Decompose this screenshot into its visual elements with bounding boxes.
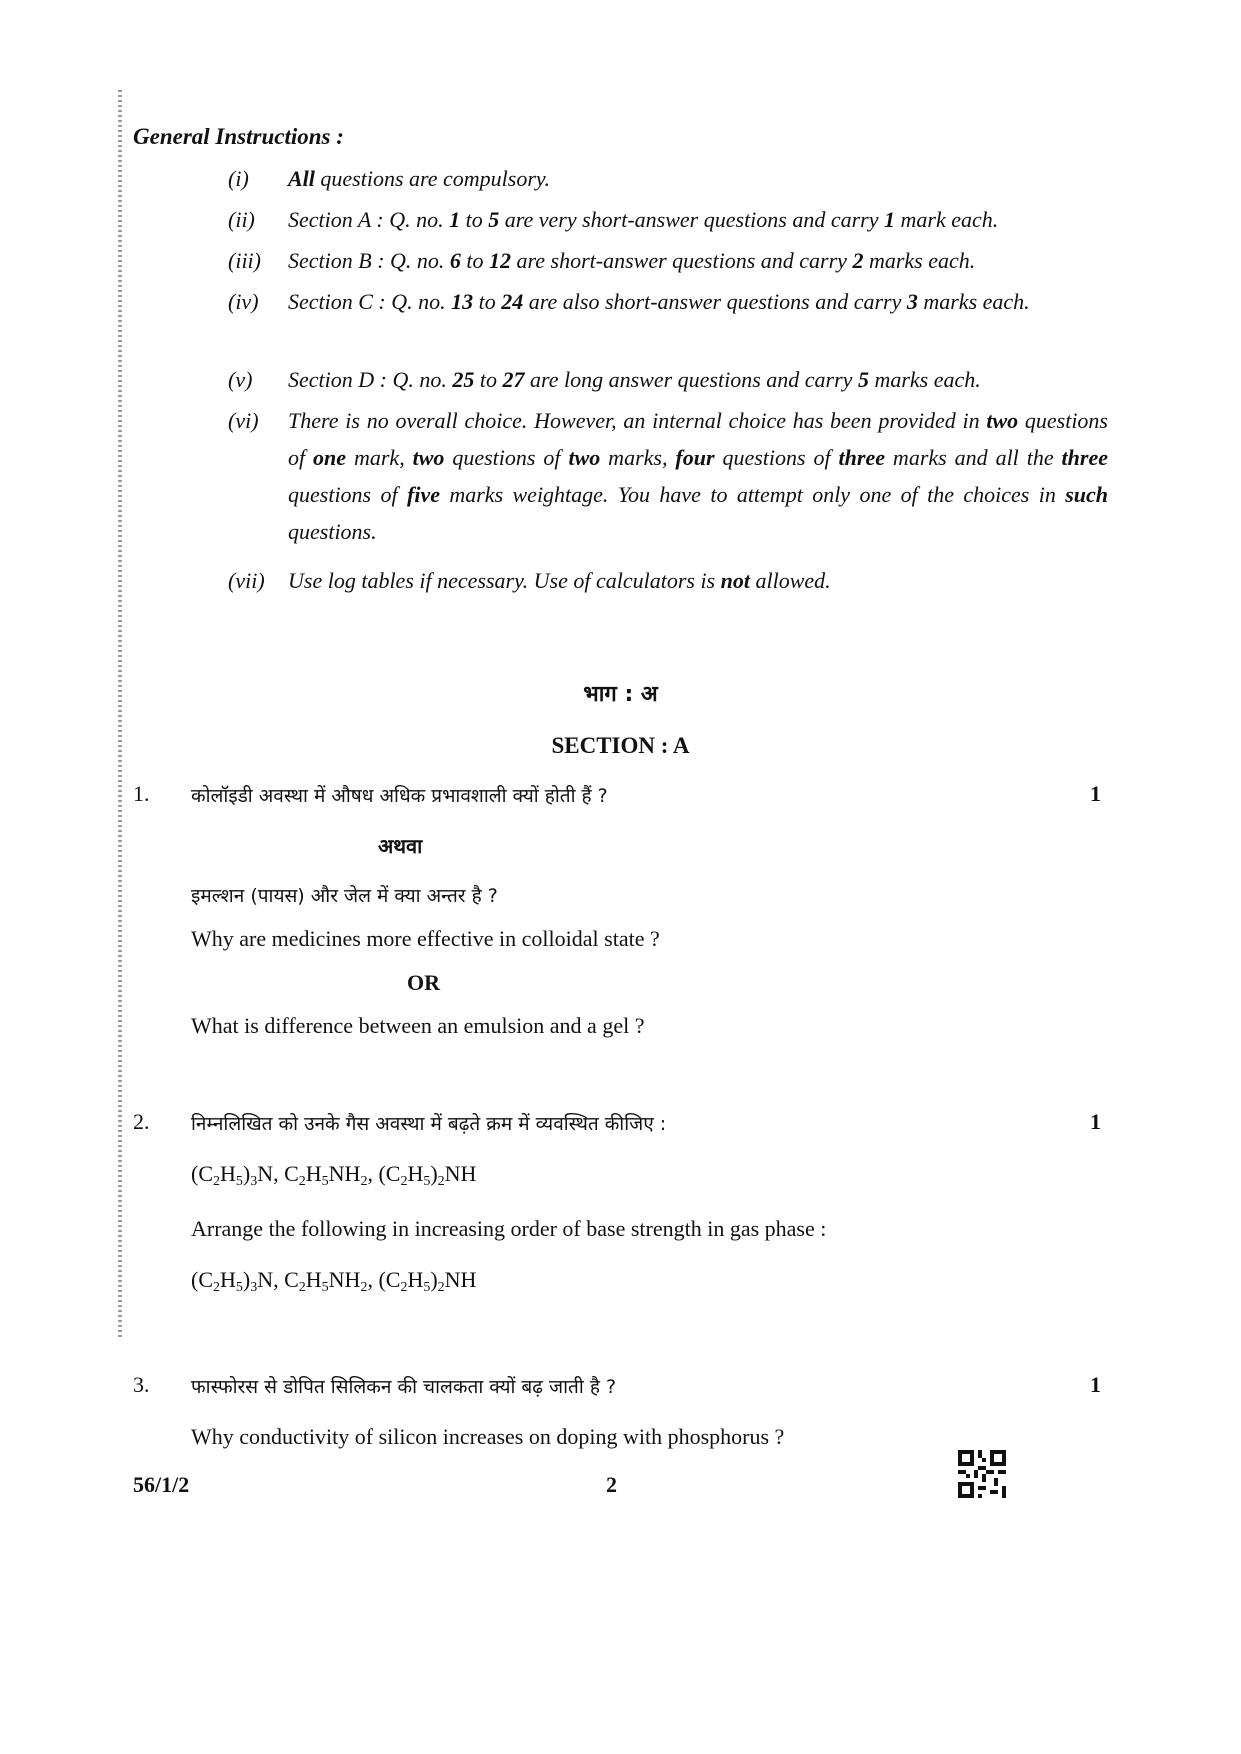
qr-code-icon bbox=[958, 1450, 1006, 1498]
instruction-number: (i) bbox=[228, 166, 249, 191]
or-label: OR bbox=[407, 970, 440, 995]
instruction-item bbox=[228, 160, 1108, 197]
instruction-number: (vi) bbox=[228, 408, 259, 433]
question-number: 2. bbox=[133, 1109, 150, 1134]
page-number: 2 bbox=[606, 1472, 617, 1497]
question-marks: 1 bbox=[1090, 1109, 1101, 1134]
instruction-number: (iv) bbox=[228, 289, 259, 314]
instruction-item bbox=[228, 562, 1108, 599]
margin-dotted-line bbox=[118, 90, 122, 1340]
instruction-item bbox=[228, 242, 1108, 279]
question-english-alt-text: What is difference between an emulsion and a gel ? bbox=[191, 1013, 645, 1038]
question-hindi-text: फास्फोरस से डोपित सिलिकन की चालकता क्यों बढ़ जाती है ? bbox=[191, 1376, 617, 1398]
instruction-number: (v) bbox=[228, 367, 253, 392]
question-number: 3. bbox=[133, 1372, 150, 1397]
question-marks: 1 bbox=[1090, 781, 1101, 806]
section-hindi-heading: भाग : अ bbox=[583, 682, 658, 707]
instruction-number: (iii) bbox=[228, 248, 261, 273]
instruction-text: Section D : Q. no. 25 to 27 are long answer questions and carry 5 marks each. bbox=[288, 367, 981, 392]
instruction-number: (ii) bbox=[228, 207, 255, 232]
instruction-text: All questions are compulsory. bbox=[288, 166, 550, 191]
question-english-text: Why are medicines more effective in colloidal state ? bbox=[191, 926, 660, 951]
question-hindi-text: कोलॉइडी अवस्था में औषध अधिक प्रभावशाली क्यों होती हैं ? bbox=[191, 785, 608, 807]
question-english-text: Arrange the following in increasing order of base strength in gas phase : bbox=[191, 1216, 827, 1241]
instruction-text: Section A : Q. no. 1 to 5 are very short-answer questions and carry 1 mark each. bbox=[288, 207, 999, 232]
question-english-text: Why conductivity of silicon increases on doping with phosphorus ? bbox=[191, 1424, 785, 1449]
instruction-text: Section B : Q. no. 6 to 12 are short-answer questions and carry 2 marks each. bbox=[288, 248, 976, 273]
question-hindi-alt-text: इमल्शन (पायस) और जेल में क्या अन्तर है ? bbox=[191, 885, 498, 907]
or-label-hindi: अथवा bbox=[378, 834, 423, 858]
instruction-number: (vii) bbox=[228, 568, 265, 593]
chemical-formula: $(C_2H_5)_3N$, $C_2H_5NH_2$, $(C_2H_5)_2NH$ bbox=[191, 1161, 477, 1189]
general-instructions-title: General Instructions : bbox=[133, 124, 344, 149]
question-number: 1. bbox=[133, 781, 150, 806]
instruction-item bbox=[228, 402, 1108, 550]
question-hindi-text: निम्नलिखित को उनके गैस अवस्था में बढ़ते क्रम में व्यवस्थित कीजिए : bbox=[191, 1113, 667, 1135]
instruction-text: Section C : Q. no. 13 to 24 are also short-answer questions and carry 3 marks each. bbox=[288, 289, 1030, 314]
instruction-item bbox=[228, 361, 1108, 398]
instruction-text: Use log tables if necessary. Use of calculators is not allowed. bbox=[288, 568, 831, 593]
chemical-formula: $(C_2H_5)_3N$, $C_2H_5NH_2$, $(C_2H_5)_2NH$ bbox=[191, 1267, 477, 1295]
instruction-item bbox=[228, 201, 1108, 238]
instruction-text: There is no overall choice. However, an internal choice has been provided in two questions of one mark, two questions of two marks, four questions of three marks and all the three questions of five marks weightage. You have to attempt only one of the choices in such questions. bbox=[288, 408, 1108, 544]
question-marks: 1 bbox=[1090, 1372, 1101, 1397]
paper-code: 56/1/2 bbox=[133, 1472, 190, 1497]
section-heading: SECTION : A bbox=[551, 733, 690, 758]
instruction-item bbox=[228, 283, 1108, 357]
